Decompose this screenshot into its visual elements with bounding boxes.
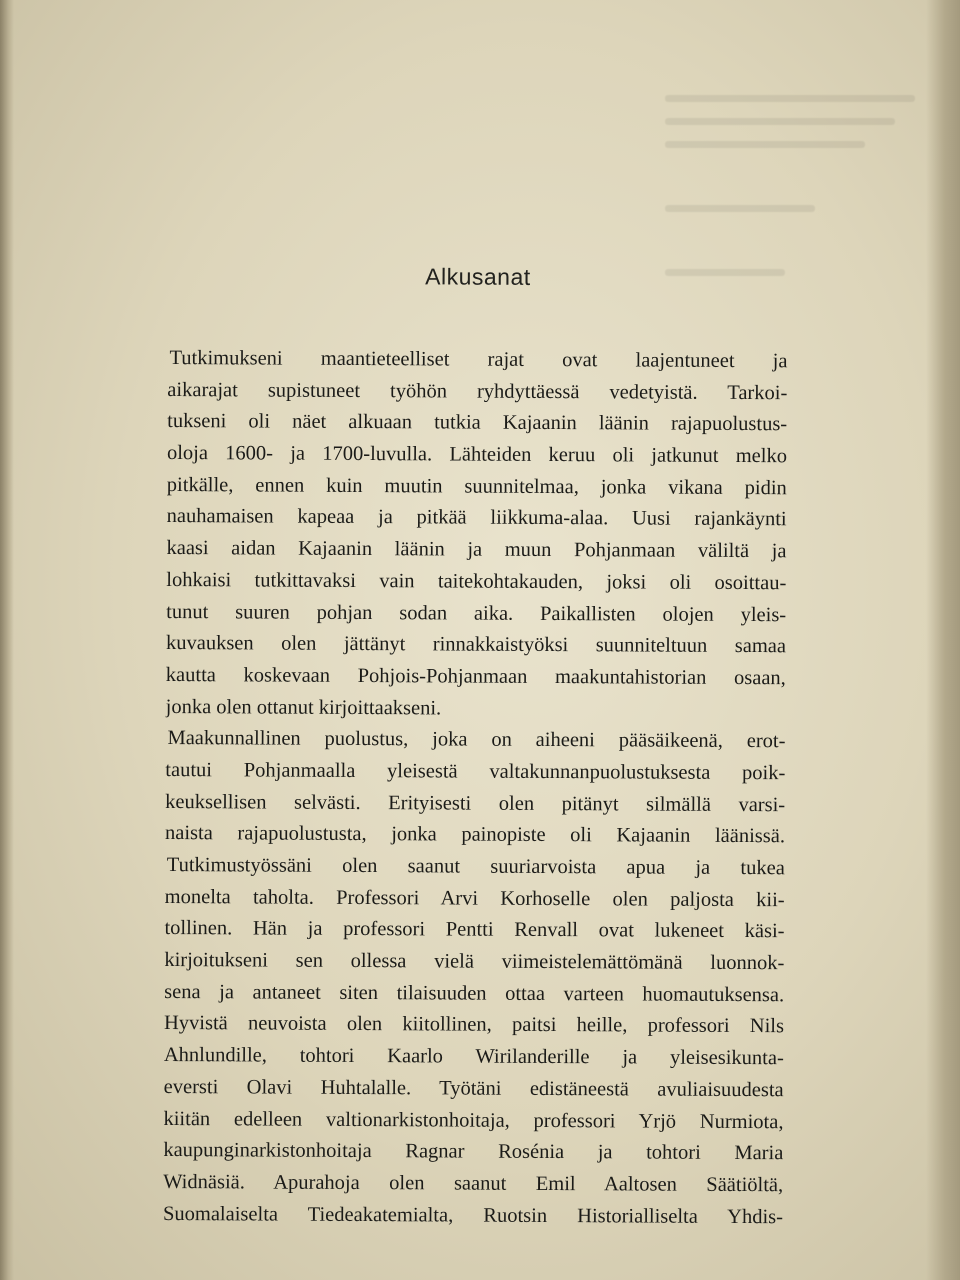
text-line: naista rajapuolustusta, jonka painopiste oli Kajaanin läänissä. <box>164 822 786 848</box>
text-line: kautta koskevaan Pohjois-Pohjanmaan maakuntahistorian osaan, <box>165 663 786 690</box>
text-line: tollinen. Hän ja professori Pentti Renvall ovat lukeneet käsi- <box>164 917 785 943</box>
text-line: Tutkimustyössäni olen saanut suuriarvoista apua ja tukea <box>166 854 785 880</box>
text-line: Maakunnallinen puolustus, joka on aiheeni pääsäikeenä, erot- <box>167 727 786 753</box>
paragraph-1 <box>166 343 788 726</box>
text-line: kirjoitukseni sen ollessa vielä viimeistelemättömänä luonnok- <box>164 949 785 975</box>
paragraph-2 <box>165 723 786 853</box>
page-right-edge <box>926 0 960 1280</box>
page-heading: Alkusanat <box>425 263 531 290</box>
text-line: jonka olen ottanut kirjoittaakseni. <box>165 695 442 719</box>
text-line: kaupunginarkistonhoitaja Ragnar Rosénia ja tohtori Maria <box>163 1139 784 1165</box>
page-left-edge <box>0 0 14 1280</box>
text-line: oloja 1600- ja 1700-luvulla. Lähteiden keruu oli jatkunut melko <box>166 442 788 468</box>
text-line: Widnäsiä. Apurahoja olen saanut Emil Aaltosen Säätiöltä, <box>163 1170 784 1197</box>
text-line: aikarajat supistuneet työhön ryhdyttäessä vedetyistä. Tarkoi- <box>167 378 788 404</box>
page-content <box>163 262 788 1233</box>
text-line: tautui Pohjanmaalla yleisestä valtakunnanpuolustuksesta poik- <box>165 758 786 785</box>
text-line: tunut suuren pohjan sodan aika. Paikallisten olojen yleis- <box>166 600 787 626</box>
text-line: nauhamaisen kapeaa ja pitkää liikkuma-alaa. Uusi rajankäynti <box>166 505 787 531</box>
paragraph-3 <box>163 850 785 1233</box>
text-line: Hyvistä neuvoista olen kiitollinen, paitsi heille, professori Nils <box>163 1012 785 1038</box>
text-line: keuksellisen selvästi. Erityisesti olen pitänyt silmällä varsi- <box>165 790 786 816</box>
text-line: Ahnlundille, tohtori Kaarlo Wirilanderille ja yleisesikunta- <box>163 1044 784 1070</box>
text-line: sena ja antaneet siten tilaisuuden ottaa varteen huomautuksensa. <box>164 980 785 1006</box>
text-line: monelta taholta. Professori Arvi Korhoselle olen paljosta kii- <box>164 885 785 911</box>
text-line: Suomalaiselta Tiedeakatemialta, Ruotsin Historialliselta Yhdis- <box>162 1202 784 1228</box>
text-line: kaasi aidan Kajaanin läänin ja muun Pohjanmaan väliltä ja <box>166 537 787 563</box>
text-line: tukseni oli näet alkuaan tutkia Kajaanin läänin rajapuolustus- <box>167 410 788 436</box>
text-line: Tutkimukseni maantieteelliset rajat ovat laajentuneet ja <box>169 347 788 373</box>
text-line: kuvauksen olen jättänyt rinnakkaistyöksi suunniteltuun samaa <box>165 632 787 658</box>
text-line: eversti Olavi Huhtalalle. Työtäni edistäneestä avuliaisuudesta <box>163 1075 784 1102</box>
text-line: pitkälle, ennen kuin muutin suunnitelmaa, jonka vikana pidin <box>166 473 787 499</box>
text-line: kiitän edelleen valtionarkistonhoitaja, professori Yrjö Nurmiota, <box>163 1107 784 1133</box>
text-line: lohkaisi tutkittavaksi vain taitekohtakauden, joksi oli osoittau- <box>166 568 787 595</box>
